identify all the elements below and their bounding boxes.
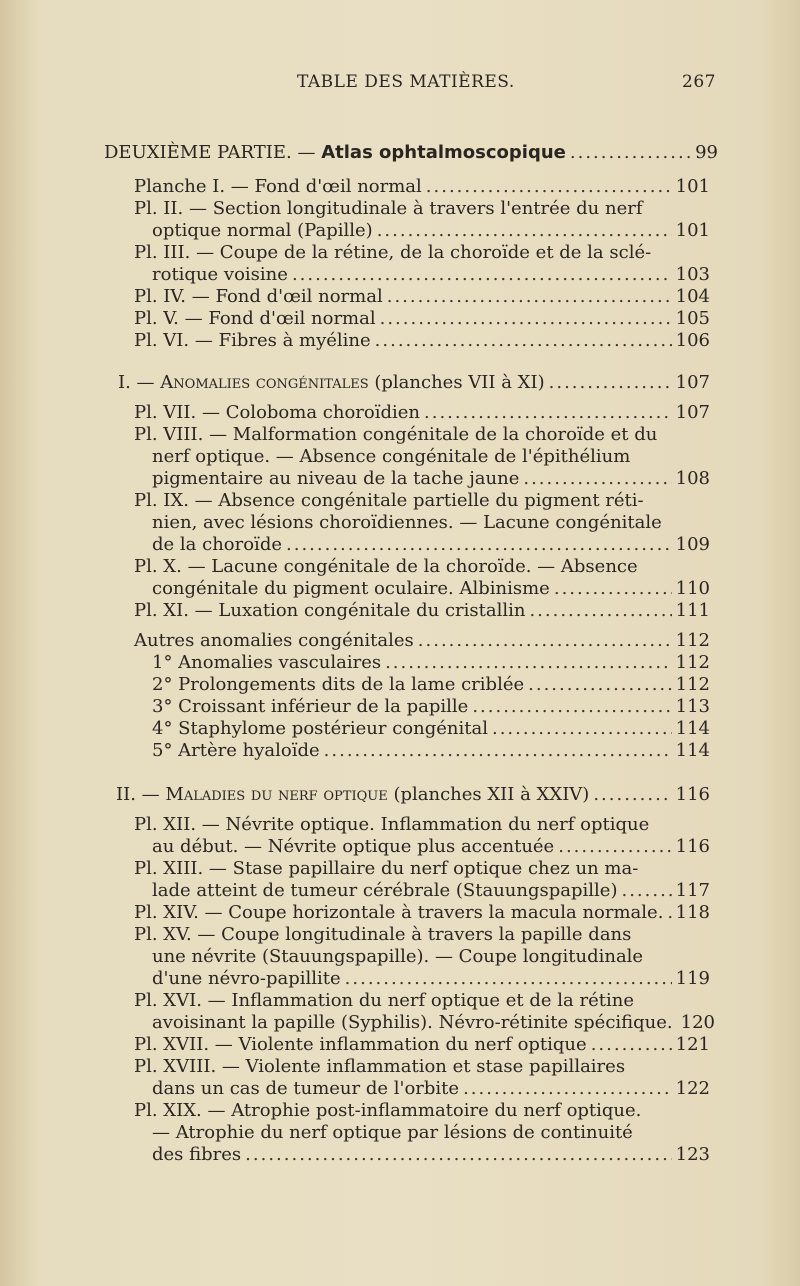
toc-entry: 1° Anomalies vasculaires ..... 112 (152, 652, 710, 674)
toc-entry-line: — Atrophie du nerf optique par lésions de continuité (152, 1122, 633, 1143)
toc-entry: dans un cas de tumeur de l'orbite ..... 122 (152, 1078, 710, 1100)
toc-entry: Planche I. — Fond d'œil normal ..... 101 (134, 176, 710, 198)
toc-entry: Pl. XIV. — Coupe horizontale à travers la macula normale. ..... 118 (134, 902, 710, 924)
toc-entry-line: Pl. II. — Section longitudinale à travers l'entrée du nerf (134, 198, 643, 219)
toc-entry: d'une névro-papillite ..... 119 (152, 968, 710, 990)
toc-entry-line: Pl. X. — Lacune congénitale de la choroïde. — Absence (134, 556, 638, 577)
toc-entry: Pl. VII. — Coloboma choroïdien ..... 107 (134, 402, 710, 424)
toc-entry: Pl. XVII. — Violente inflammation du nerf optique ..... 121 (134, 1034, 710, 1056)
toc-entry: optique normal (Papille) ..... 101 (152, 220, 710, 242)
toc-entry: Pl. IV. — Fond d'œil normal ..... 104 (134, 286, 710, 308)
section-heading: II. — Maladies du nerf optique (planches XII à XXIV) ..... 116 (116, 784, 710, 806)
toc-entry: de la choroïde ..... 109 (152, 534, 710, 556)
section-heading: I. — Anomalies congénitales (planches VII à XI) ..... 107 (118, 372, 710, 394)
toc-entry-line: Pl. XIII. — Stase papillaire du nerf optique chez un ma- (134, 858, 639, 879)
toc-entry: avoisinant la papille (Syphilis). Névro-rétinite spécifique. 120 (152, 1012, 716, 1033)
header-page-number: 267 (682, 72, 716, 92)
toc-entry-line: Pl. VIII. — Malformation congénitale de la choroïde et du (134, 424, 658, 445)
toc-entry-line: une névrite (Stauungspapille). — Coupe longitudinale (152, 946, 644, 967)
toc-entry: des fibres ..... 123 (152, 1144, 710, 1166)
toc-entry: lade atteint de tumeur cérébrale (Stauungspapille) ..... 117 (152, 880, 710, 902)
toc-entry: rotique voisine ..... 103 (152, 264, 710, 286)
toc-entry: 3° Croissant inférieur de la papille ..... 113 (152, 696, 710, 718)
toc-entry-line: Pl. XIX. — Atrophie post-inflammatoire du nerf optique. (134, 1100, 642, 1121)
toc-entry-line: Pl. III. — Coupe de la rétine, de la choroïde et de la sclé- (134, 242, 652, 263)
toc-entry-line: Pl. XVIII. — Violente inflammation et stase papillaires (134, 1056, 626, 1077)
toc-entry-line: nien, avec lésions choroïdiennes. — Lacune congénitale (152, 512, 662, 533)
toc-entry: Pl. XI. — Luxation congénitale du cristallin ..... 111 (134, 600, 710, 622)
part-heading (104, 142, 718, 164)
part-page: 99 (695, 142, 718, 163)
toc-entry: 2° Prolongements dits de la lame criblée ..... 112 (152, 674, 710, 696)
toc-entry: pigmentaire au niveau de la tache jaune ..... 108 (152, 468, 710, 490)
toc-entry: congénitale du pigment oculaire. Albinisme ..... 110 (152, 578, 710, 600)
toc-entry-line: Pl. XII. — Névrite optique. Inflammation du nerf optique (134, 814, 650, 835)
toc-entry: Pl. VI. — Fibres à myéline ..... 106 (134, 330, 710, 352)
toc-entry: Autres anomalies congénitales ..... 112 (134, 630, 710, 652)
header-title: TABLE DES MATIÈRES. (297, 72, 515, 92)
part-prefix: DEUXIÈME PARTIE. — (104, 142, 322, 163)
toc-entry: 4° Staphylome postérieur congénital ..... 114 (152, 718, 710, 740)
toc-entry-line: Pl. XV. — Coupe longitudinale à travers la papille dans (134, 924, 632, 945)
toc-entry-line: Pl. IX. — Absence congénitale partielle du pigment réti- (134, 490, 644, 511)
toc-entry-line: Pl. XVI. — Inflammation du nerf optique et de la rétine (134, 990, 634, 1011)
toc-entry: 5° Artère hyaloïde ..... 114 (152, 740, 710, 762)
running-header (0, 72, 800, 98)
toc-entry: au début. — Névrite optique plus accentuée ..... 116 (152, 836, 710, 858)
part-title: Atlas ophtalmoscopique (321, 142, 566, 163)
toc-entry: Pl. V. — Fond d'œil normal ..... 105 (134, 308, 710, 330)
toc-entry-line: nerf optique. — Absence congénitale de l'épithélium (152, 446, 631, 467)
